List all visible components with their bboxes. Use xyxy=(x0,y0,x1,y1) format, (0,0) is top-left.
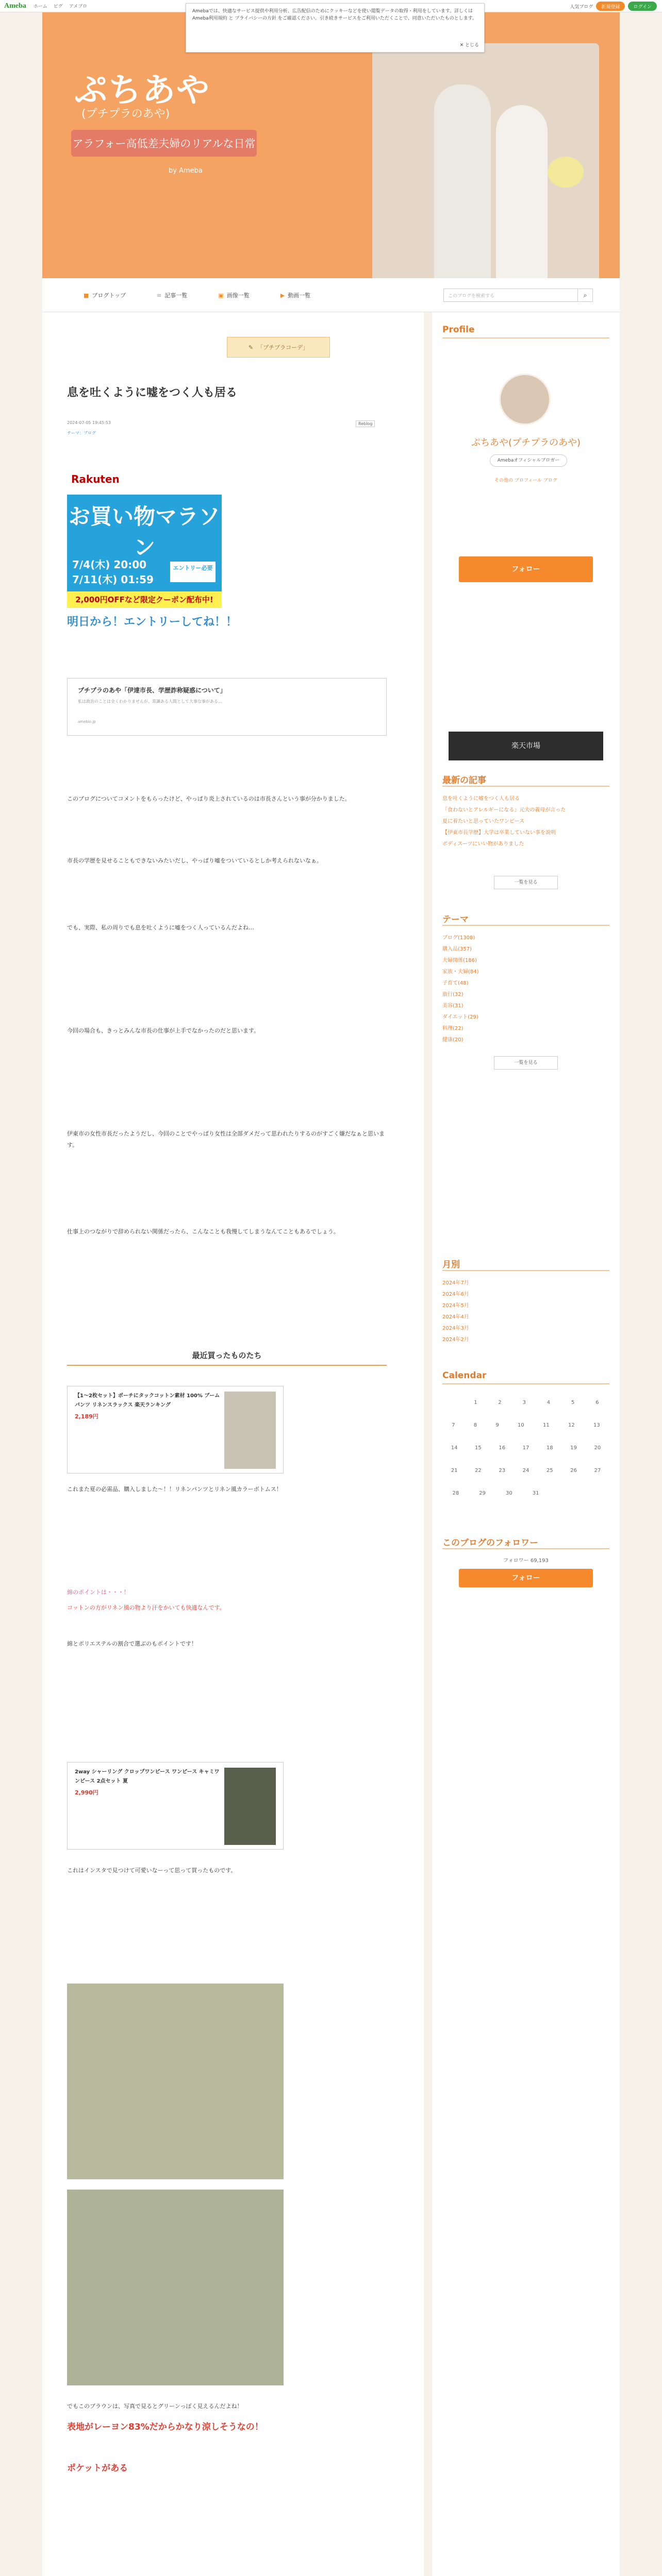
product-card-1[interactable] xyxy=(67,1386,284,1473)
product-price: 2,189円 xyxy=(75,1413,98,1420)
blog-tagline: アラフォー高低差夫婦のリアルな日常 xyxy=(71,130,257,157)
profile-links[interactable]: その他の プロフィール ブログ xyxy=(494,478,557,483)
follow-button-2[interactable]: フォロー xyxy=(459,1569,593,1587)
para-c: コットンの方がリネン風の物より汗をかいても快適なんです。 xyxy=(67,1604,225,1611)
cal-row xyxy=(442,1414,609,1436)
cal-day[interactable]: 12 xyxy=(568,1422,575,1428)
video-icon: ▶ xyxy=(280,292,285,299)
link-card-site: ameblo.jp xyxy=(78,720,96,724)
cal-day[interactable]: 3 xyxy=(522,1399,526,1405)
theme-item[interactable]: ブログ(1308) xyxy=(442,935,475,941)
nav-image-list[interactable] xyxy=(218,291,249,299)
para-1: このブログについてコメントをもらったけど、やっぱり炎上されているのは市長さんという事が分かりました。 xyxy=(67,795,351,802)
divider xyxy=(442,1270,609,1271)
cal-day[interactable]: 25 xyxy=(546,1467,553,1473)
red-highlight-2: ポケットがある xyxy=(67,2463,128,2473)
cal-day[interactable]: 22 xyxy=(475,1467,482,1473)
recent-item[interactable]: 【伊東市長学歴】大学は卒業していない事を説明 xyxy=(442,830,556,836)
cal-day[interactable]: 21 xyxy=(451,1467,458,1473)
cal-day[interactable]: 31 xyxy=(532,1490,539,1496)
cookie-notice xyxy=(186,3,485,53)
para-3: でも、実際、私の周りでも息を吐くように嘘をつく人っているんだよね… xyxy=(67,924,254,931)
cal-day[interactable]: 16 xyxy=(499,1445,506,1451)
product-title: 【1～2枚セット】ポーチにタックコットン素材 100% ブームパンツ リネンスラックス 楽天ランキング xyxy=(75,1393,220,1408)
month-list xyxy=(442,1278,609,1346)
cal-day[interactable]: 15 xyxy=(475,1445,482,1451)
theme-heading: テーマ xyxy=(442,914,469,925)
link-card[interactable] xyxy=(67,678,387,736)
cal-day[interactable]: 11 xyxy=(543,1422,550,1428)
para-4: 今回の場合も、きっとみんな市長の仕事が上手でなかったのだと思います。 xyxy=(67,1027,260,1034)
cal-day[interactable]: 10 xyxy=(518,1422,524,1428)
cal-day[interactable]: 26 xyxy=(570,1467,577,1473)
para-5: 伊東市の女性市長だったようだし、今回のことでやっぱり女性は全部ダメだって思われたりするのがすごく嫌だなぁと思います。 xyxy=(67,1130,385,1148)
cal-day[interactable]: 6 xyxy=(595,1399,599,1405)
link-card-desc: 私は政治のことは全くわかりませんが、常識ある人間として大事な事がある... xyxy=(78,699,222,704)
theme-item[interactable]: 料理(22) xyxy=(442,1026,464,1031)
cal-day[interactable]: 30 xyxy=(505,1490,512,1496)
theme-item[interactable]: 美容(31) xyxy=(442,1003,464,1009)
cal-day[interactable]: 8 xyxy=(473,1422,477,1428)
recent-more-button[interactable]: 一覧を見る xyxy=(494,876,558,889)
follower-heading: このブログのフォロワー xyxy=(442,1538,539,1548)
cal-row xyxy=(442,1482,609,1504)
divider xyxy=(442,337,609,338)
article-theme[interactable]: テーマ：ブログ xyxy=(67,431,96,435)
popular-blog-link[interactable]: 人気ブログ xyxy=(570,4,593,10)
groom-figure xyxy=(434,84,491,278)
product-image xyxy=(224,1392,276,1469)
avatar[interactable] xyxy=(499,374,551,425)
theme-item[interactable]: 子育て(48) xyxy=(442,980,469,986)
list-icon: ≡ xyxy=(157,292,162,299)
bouquet xyxy=(548,157,584,188)
blog-subtitle: (プチプラのあや) xyxy=(81,108,170,121)
divider xyxy=(442,925,609,926)
product-image xyxy=(224,1768,276,1845)
cal-day[interactable]: 2 xyxy=(498,1399,502,1405)
rakuten-banner[interactable] xyxy=(67,469,222,608)
nav-label: 記事一覧 xyxy=(164,292,188,299)
cal-day[interactable]: 7 xyxy=(452,1422,455,1428)
nav-home[interactable]: ホーム xyxy=(33,4,47,9)
nav-video-list[interactable] xyxy=(280,291,310,299)
top-nav xyxy=(34,3,88,9)
nav-label: 動画一覧 xyxy=(288,292,311,299)
photo-green-detail xyxy=(67,2190,284,2385)
cal-row xyxy=(442,1391,609,1414)
recent-item[interactable]: 夏に着たいと思っていたワンピース xyxy=(442,819,525,824)
theme-item[interactable]: ダイエット(29) xyxy=(442,1014,478,1020)
article-date: 2024-07-05 19:45:53 xyxy=(67,420,111,425)
theme-button[interactable] xyxy=(227,337,330,358)
cal-row xyxy=(442,1436,609,1459)
entry-badge: エントリー必要 xyxy=(170,562,216,582)
nav-label: 画像一覧 xyxy=(226,292,250,299)
month-item[interactable]: 2024年7月 xyxy=(442,1280,469,1286)
theme-item[interactable]: 購入品(357) xyxy=(442,946,472,952)
cal-day[interactable]: 1 xyxy=(474,1399,477,1405)
official-badge: Amebaオフィシャルブロガー xyxy=(490,454,567,467)
cal-day[interactable]: 23 xyxy=(499,1467,506,1473)
login-button[interactable]: ログイン xyxy=(628,2,657,11)
theme-icon: ✎ xyxy=(248,344,254,351)
cal-day[interactable]: 17 xyxy=(522,1445,529,1451)
nav-label: ブログトップ xyxy=(92,292,126,299)
rakuten-foot: 2,000円OFFなど限定クーポン配布中! xyxy=(67,591,222,608)
recent-item[interactable]: ボディスーツにいい物がありました xyxy=(442,841,524,847)
para-e: これはインスタで見つけて可愛いなーって思って買ったものです。 xyxy=(67,1867,237,1874)
month-heading: 月別 xyxy=(442,1260,460,1270)
month-item[interactable]: 2024年5月 xyxy=(442,1303,469,1309)
cal-day[interactable]: 14 xyxy=(451,1445,458,1451)
cal-day[interactable]: 13 xyxy=(593,1422,600,1428)
cal-row xyxy=(442,1459,609,1482)
date2: 7/11(木) 01:59 xyxy=(72,573,154,586)
cal-day[interactable]: 27 xyxy=(594,1467,601,1473)
month-item[interactable]: 2024年3月 xyxy=(442,1326,469,1331)
divider xyxy=(442,786,609,787)
month-item[interactable]: 2024年2月 xyxy=(442,1337,469,1343)
signup-button[interactable]: 新規登録 xyxy=(596,2,625,11)
theme-item[interactable]: 健康(20) xyxy=(442,1037,464,1043)
theme-list xyxy=(442,933,609,1046)
home-icon: ■ xyxy=(84,292,89,299)
cal-day[interactable]: 28 xyxy=(452,1490,459,1496)
divider xyxy=(442,1383,609,1384)
divider xyxy=(442,1548,609,1549)
by-ameba: by Ameba xyxy=(169,167,203,175)
photo-green-dress xyxy=(67,1984,284,2179)
nav-blog-top[interactable] xyxy=(84,291,126,299)
blog-search-input[interactable]: このブログを検索する xyxy=(443,289,593,302)
follower-count: フォロワー 69,193 xyxy=(503,1558,549,1564)
theme-label: 「プチプラコーデ」 xyxy=(257,344,309,351)
top-right xyxy=(570,2,657,11)
recent-list xyxy=(442,793,609,850)
calendar-heading: Calendar xyxy=(442,1370,487,1381)
profile-heading: Profile xyxy=(442,325,475,335)
close-button[interactable]: ✕ とじる xyxy=(459,43,479,48)
product-card-2[interactable] xyxy=(67,1762,284,1850)
ameba-logo[interactable]: Ameba xyxy=(4,2,26,10)
para-d: 綿とポリエステルの割合で選ぶのもポイントです！ xyxy=(67,1640,197,1647)
nav-ameblo[interactable]: アメブロ xyxy=(69,4,88,9)
theme-more-button[interactable]: 一覧を見る xyxy=(494,1056,558,1070)
image-icon: ▣ xyxy=(218,292,224,299)
close-label: とじる xyxy=(465,43,479,48)
theme-item[interactable]: 夫婦関係(186) xyxy=(442,958,477,963)
month-item[interactable]: 2024年6月 xyxy=(442,1292,469,1297)
product-title: 2way シャーリング クロップワンピース ワンピース キャミワンピース 2点セット 夏 xyxy=(75,1769,220,1784)
para-6: 仕事上のつながりで辞められない関係だったら、こんなことも我慢してしまうなんてこともあるでしょう。 xyxy=(67,1228,339,1235)
recent-item[interactable]: 「食わないとアレルギーになる」元夫の義母が言った xyxy=(442,807,566,813)
cal-day[interactable]: 19 xyxy=(570,1445,577,1451)
calendar xyxy=(442,1391,609,1504)
theme-item[interactable]: 旅行(32) xyxy=(442,992,464,997)
cal-day[interactable]: 9 xyxy=(495,1422,499,1428)
rakuten-side-banner[interactable]: 楽天市場 xyxy=(449,732,603,760)
search-icon[interactable]: ⌕ xyxy=(577,289,593,302)
para-f: でもこのブラウンは、写真で見るとグリーンっぽく見えるんだよね！ xyxy=(67,2403,243,2410)
cal-day[interactable]: 5 xyxy=(571,1399,575,1405)
rakuten-main: お買い物マラソン xyxy=(68,504,220,560)
recent-heading: 最新の記事 xyxy=(442,775,486,786)
para-a: これまた夏の必需品、購入しました～！！リネンパンツとリネン風カラーボトムス！ xyxy=(67,1486,282,1493)
bride-figure xyxy=(496,105,548,278)
profile-name[interactable]: ぷちあや(プチプラのあや) xyxy=(471,437,581,448)
link-card-title: プチプラのあや「伊達市長、学歴詐称疑惑について」 xyxy=(78,687,226,694)
rakuten-logo: Rakuten xyxy=(67,469,222,495)
cookie-text: Amebaでは、快適なサービス提供や利用分析、広告配信のためにクッキーなどを使い閲覧データの取得・利用をしています。詳しくは Ameba利用規約 と プライバシーの方針 をご確認ください。引き続きサービスをご利用いただくことで、同意いただいたものとします。 xyxy=(192,9,477,21)
nav-pigg[interactable]: ピグ xyxy=(53,4,63,9)
date1: 7/4(木) 20:00 xyxy=(72,558,147,571)
nav-article-list[interactable] xyxy=(157,291,187,299)
para-b: 綿のポイントは・・・！ xyxy=(67,1589,129,1596)
section-heading: 最近買ったものたち xyxy=(67,1350,387,1366)
blog-title: ぷちあや xyxy=(74,72,210,110)
theme-item[interactable]: 家族・夫婦(84) xyxy=(442,969,479,975)
rakuten-dates xyxy=(72,556,154,586)
cal-day[interactable]: 4 xyxy=(547,1399,551,1405)
reblog-button[interactable]: Reblog xyxy=(356,420,375,427)
para-2: 市長の学歴を見せることもできないみたいだし、やっぱり嘘をついているとしか考えられないなぁ。 xyxy=(67,857,322,864)
cal-day[interactable]: 18 xyxy=(546,1445,553,1451)
product-price: 2,990円 xyxy=(75,1789,98,1796)
article-title[interactable]: 息を吐くように嘘をつく人も居る xyxy=(67,386,238,399)
rakuten-caption[interactable]: 明日から！エントリーしてね！！ xyxy=(67,616,238,629)
red-highlight-1: 表地がレーヨン83%だからかなり涼しそうなの！ xyxy=(67,2422,263,2432)
cal-day[interactable]: 20 xyxy=(594,1445,601,1451)
recent-item[interactable]: 息を吐くように嘘をつく人も居る xyxy=(442,796,520,802)
cal-day[interactable]: 29 xyxy=(479,1490,486,1496)
follow-button[interactable]: フォロー xyxy=(459,556,593,582)
cal-day[interactable]: 24 xyxy=(522,1467,529,1473)
month-item[interactable]: 2024年4月 xyxy=(442,1314,469,1320)
